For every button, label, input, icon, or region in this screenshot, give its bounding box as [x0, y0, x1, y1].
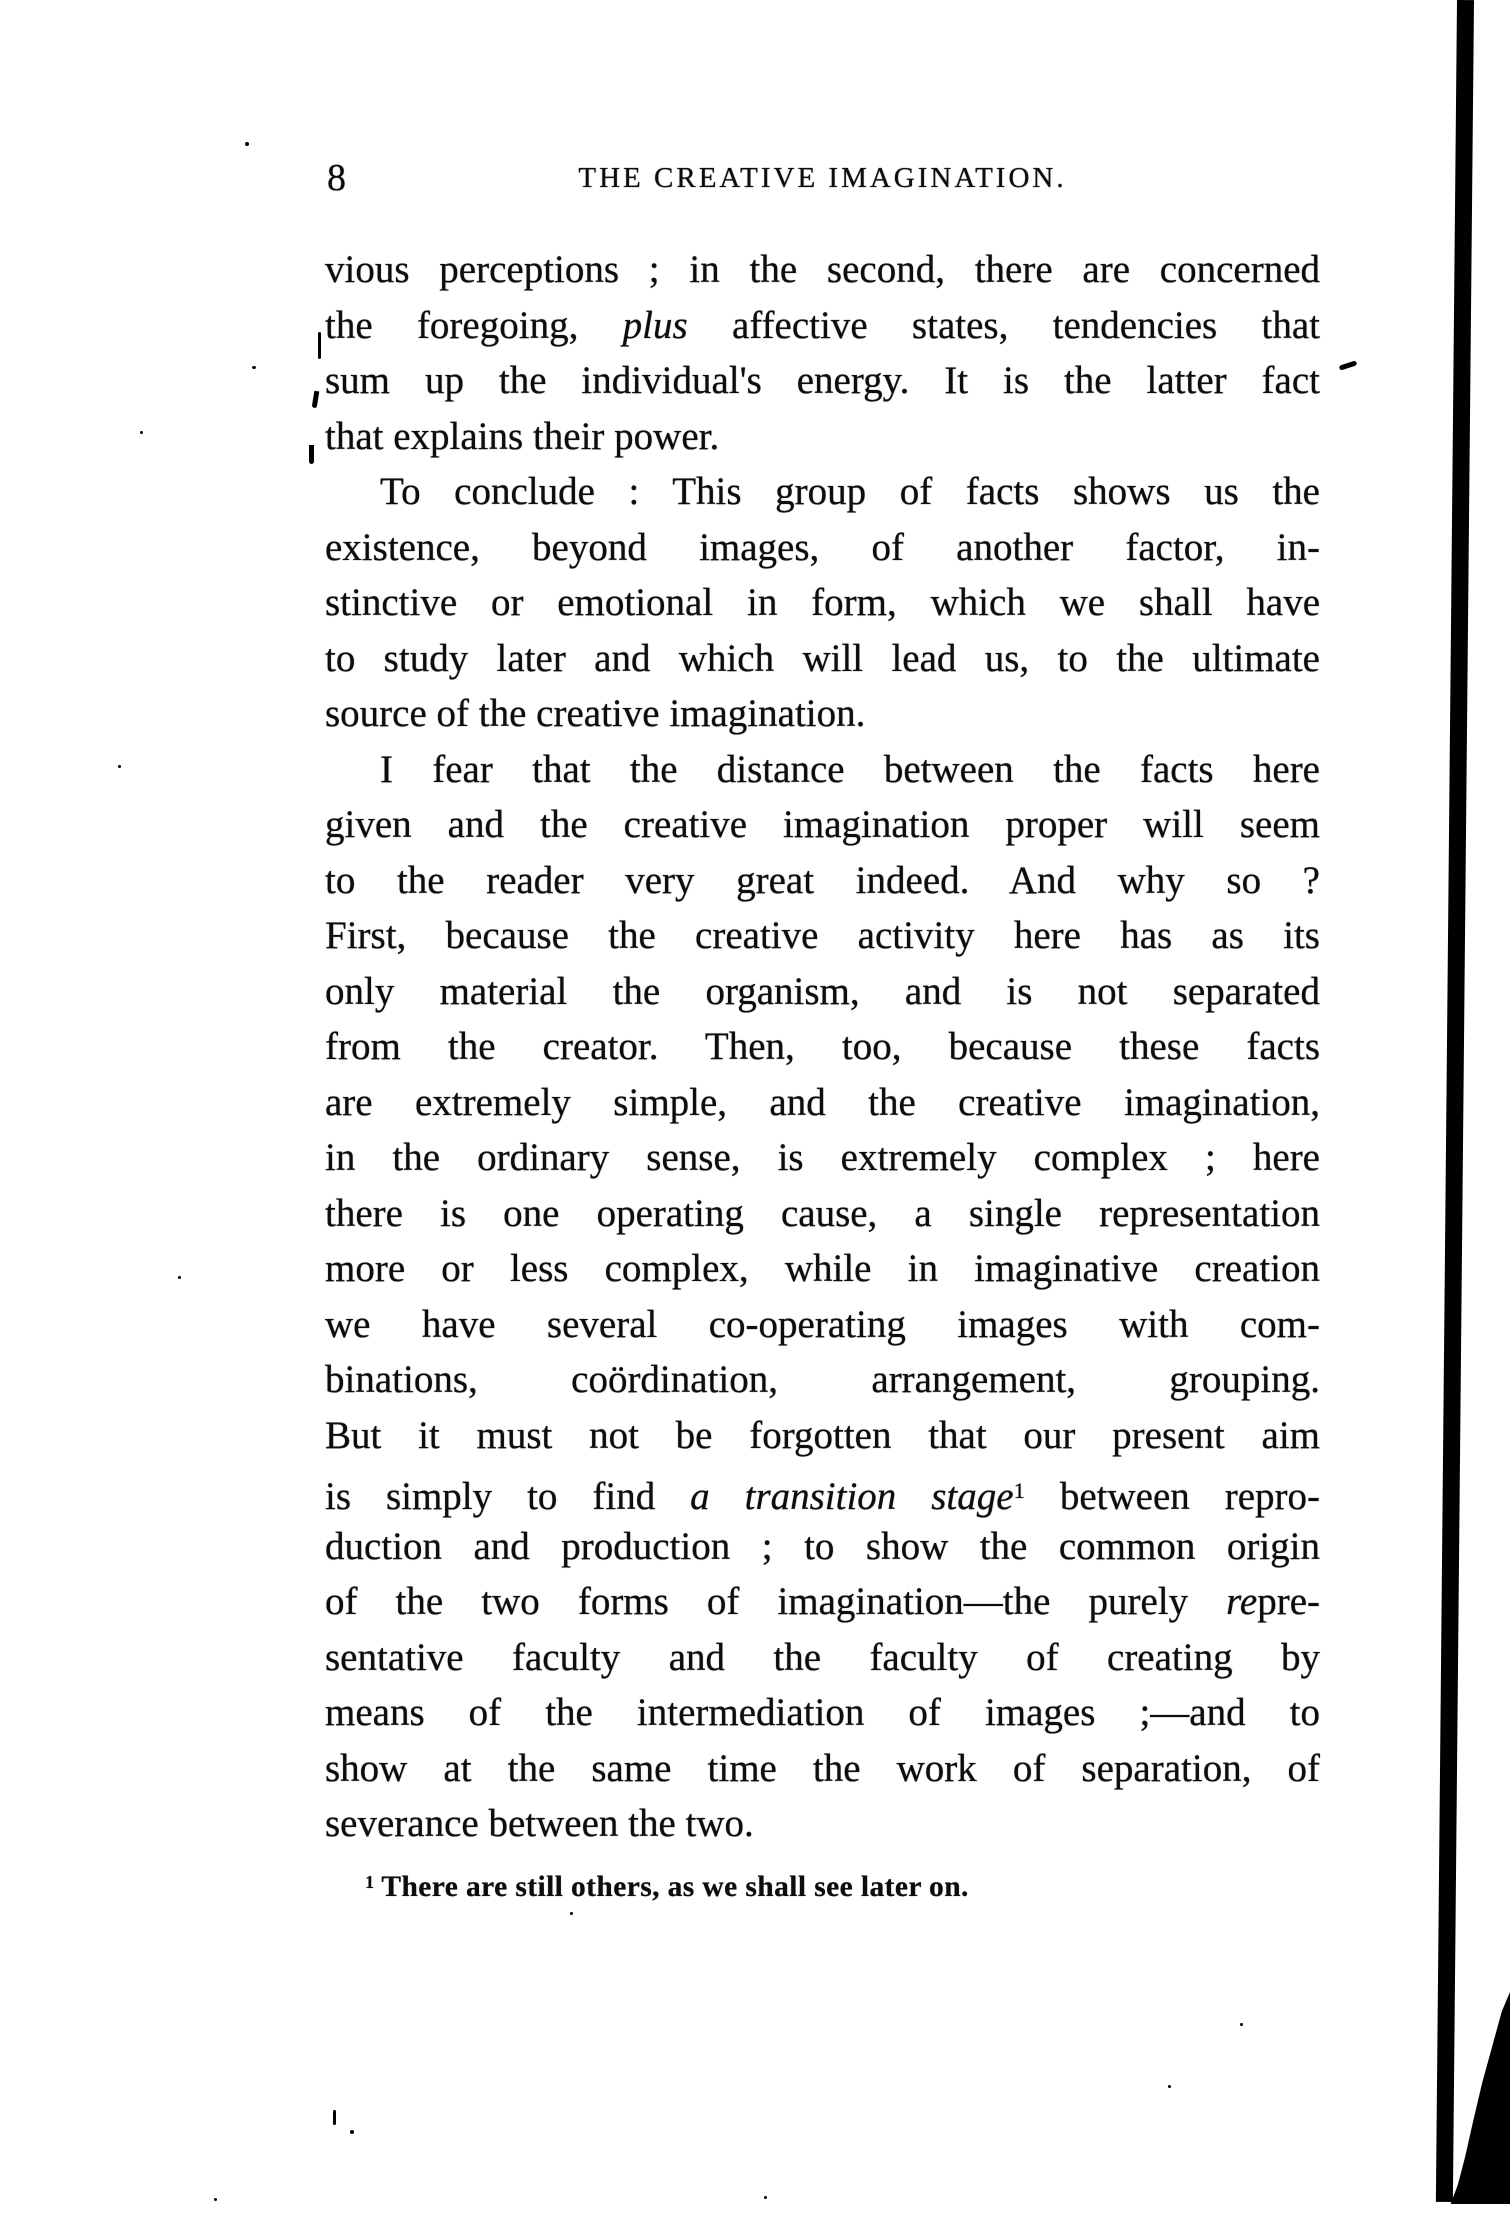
page-number: 8: [327, 157, 346, 199]
text-line: stinctive or emotional in form, which we shall have: [325, 581, 1320, 624]
scan-speck: [350, 2130, 354, 2134]
text-line: sentative faculty and the faculty of creating by: [325, 1635, 1320, 1679]
running-head: [325, 156, 1320, 204]
text-line: more or less complex, while in imaginative creation: [325, 1247, 1320, 1290]
text-line: in the ordinary sense, is extremely complex ; here: [325, 1136, 1320, 1179]
body-text: [325, 242, 1320, 1852]
text-line: the foregoing, plus affective states, tendencies that: [325, 303, 1320, 347]
running-title: THE CREATIVE IMAGINATION.: [578, 162, 1067, 194]
text-line: source of the creative imagination.: [325, 692, 866, 735]
text-line: But it must not be forgotten that our present aim: [325, 1413, 1320, 1457]
scan-speck: [764, 2196, 767, 2199]
text-line: there is one operating cause, a single representation: [325, 1191, 1320, 1235]
scan-speck: [118, 765, 121, 768]
scan-edge-bar: [1436, 0, 1474, 2202]
text-line: duction and production ; to show the common origin: [325, 1524, 1320, 1568]
text-line: to study later and which will lead us, to the ultimate: [325, 636, 1320, 680]
scan-speck: [1339, 360, 1358, 370]
text-line: that explains their power.: [325, 414, 720, 458]
scan-speck: [245, 142, 249, 146]
text-line: to the reader very great indeed. And why so ?: [325, 858, 1320, 902]
footnote: [365, 1862, 1320, 1907]
scan-speck: [570, 1912, 573, 1915]
scan-speck: [140, 431, 143, 434]
scan-speck: [312, 391, 320, 409]
text-line: of the two forms of imagination—the purely repre-: [325, 1580, 1320, 1623]
text-line: is simply to find a transition stage$^1$ between repro-: [325, 1475, 1320, 1518]
text-line: given and the creative imagination proper will seem: [325, 803, 1320, 846]
scan-speck: [1168, 2085, 1171, 2088]
text-line: binations, coördination, arrangement, grouping.: [325, 1358, 1320, 1401]
scan-speck: [252, 366, 256, 369]
scan-corner-blob: [1420, 1992, 1510, 2204]
text-line: First, because the creative activity here has as its: [325, 914, 1320, 957]
scan-speck: [309, 445, 314, 464]
scan-speck: [214, 2198, 217, 2201]
footnote-text: There are still others, as we shall see later on.: [374, 1871, 969, 1903]
text-line: To conclude : This group of facts shows us the: [380, 470, 1320, 513]
text-line: from the creator. Then, too, because these facts: [325, 1025, 1320, 1068]
text-line: vious perceptions ; in the second, there are concerned: [325, 248, 1320, 291]
text-line: we have several co-operating images with com-: [325, 1302, 1320, 1346]
text-line: only material the organism, and is not separated: [325, 969, 1320, 1013]
scan-speck: [318, 332, 321, 359]
text-line: means of the intermediation of images ;—and to: [325, 1691, 1320, 1734]
text-line: existence, beyond images, of another factor, in-: [325, 525, 1320, 569]
text-line: severance between the two.: [325, 1802, 754, 1845]
text-line: are extremely simple, and the creative imagination,: [325, 1080, 1320, 1124]
scan-speck: [178, 1276, 181, 1279]
text-line: show at the same time the work of separation, of: [325, 1746, 1320, 1790]
scan-speck: [1240, 2023, 1243, 2026]
text-line: I fear that the distance between the facts here: [380, 747, 1320, 791]
footnote-marker: 1: [365, 1872, 375, 1892]
scan-speck: [333, 2110, 336, 2125]
text-line: sum up the individual's energy. It is the latter fact: [325, 359, 1320, 402]
